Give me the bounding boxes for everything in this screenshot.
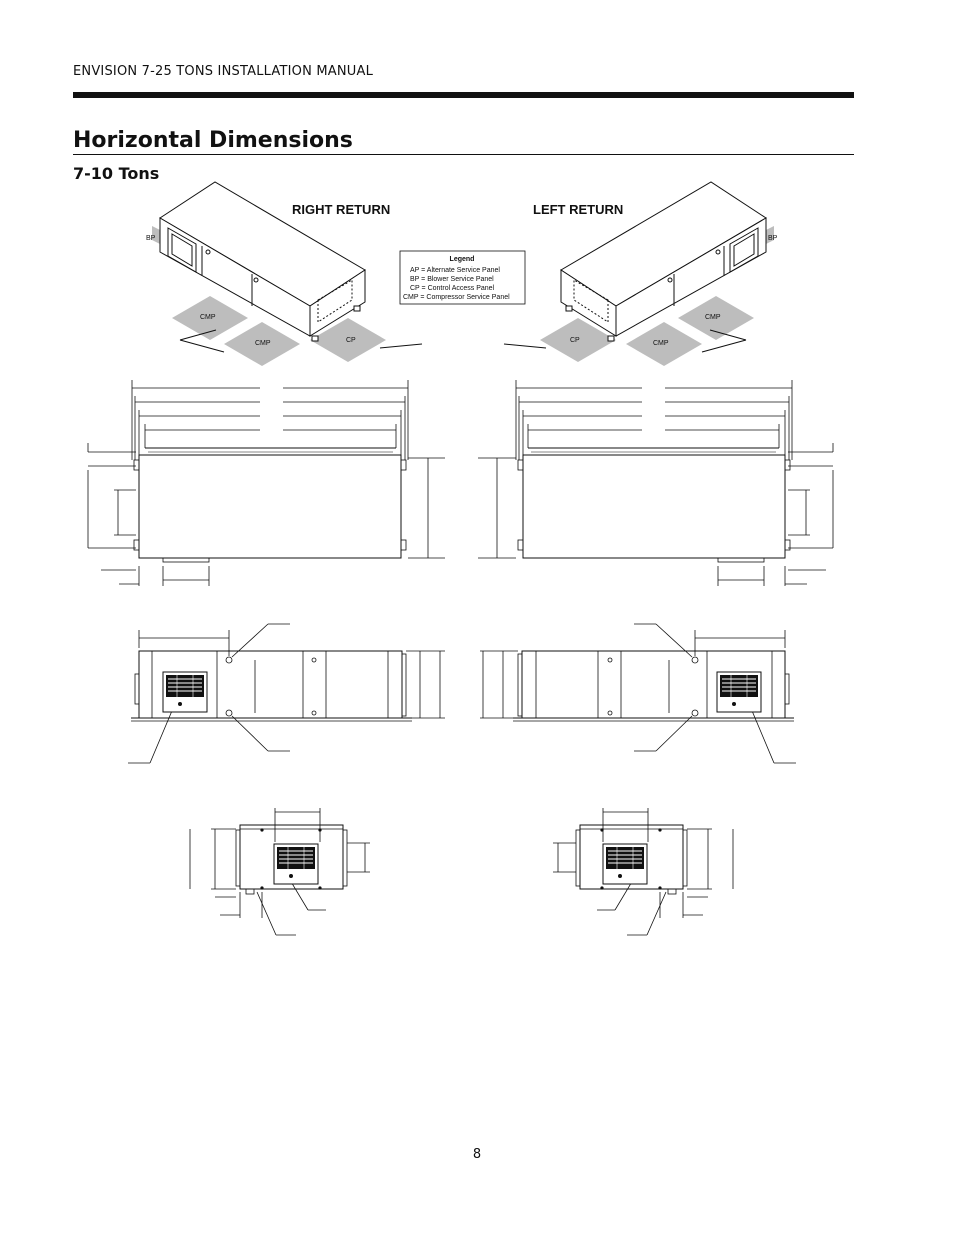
section-title: 7-10 Tons [73, 164, 160, 183]
cp-label-right: CP [346, 337, 356, 344]
cp-label-left: CP [570, 337, 580, 344]
return-air-grille [274, 844, 318, 884]
left-return-label: LEFT RETURN [533, 202, 624, 217]
legend-entry: AP = Alternate Service Panel [410, 267, 500, 274]
page-number: 8 [472, 1147, 482, 1162]
legend-entry: CMP = Compressor Service Panel [403, 294, 510, 301]
cmp-label-left-2: CMP [705, 314, 721, 321]
legend-box [400, 251, 525, 304]
return-air-grille [163, 672, 207, 712]
return-air-grille [717, 672, 761, 712]
cmp-label-right-2: CMP [255, 340, 271, 347]
legend-entry: BP = Blower Service Panel [410, 276, 494, 283]
bp-label-right: BP [146, 235, 156, 242]
bp-label-left: BP [768, 235, 778, 242]
top-view-right-return [88, 380, 445, 586]
legend-title: Legend [449, 256, 475, 263]
page-title: Horizontal Dimensions [73, 128, 353, 153]
top-view-left-return [478, 380, 833, 586]
manual-header-title: ENVISION 7-25 TONS INSTALLATION MANUAL [73, 64, 374, 79]
return-air-grille [603, 844, 647, 884]
right-return-label: RIGHT RETURN [292, 202, 391, 217]
cmp-label-left-1: CMP [653, 340, 669, 347]
legend-entry: CP = Control Access Panel [410, 285, 495, 292]
cmp-label-right-1: CMP [200, 314, 216, 321]
